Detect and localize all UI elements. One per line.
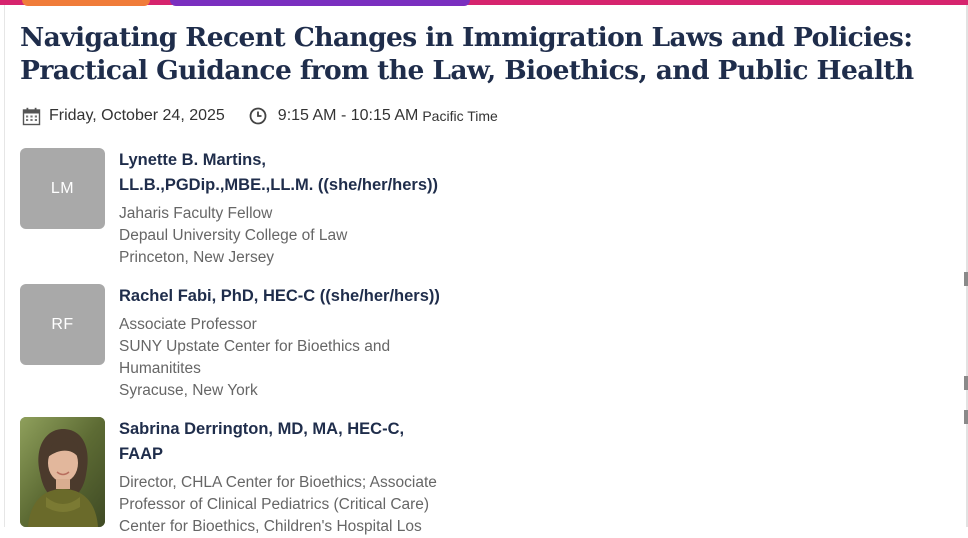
headshot-photo [20,417,105,527]
speaker-organization-cont: Humanitites [119,360,201,377]
avatar [20,148,105,229]
scrollbar-tick [964,272,968,286]
speaker-name[interactable] [119,417,499,467]
session-time: 9:15 AM - 10:15 AM [277,107,419,124]
top-accent-tab-orange [22,0,150,6]
left-border [4,5,5,527]
session-title-line-1: Navigating Recent Changes in Immigration Laws and Policies: [20,22,913,53]
speaker-role: Director, CHLA Center for Bioethics; Associate [119,474,437,491]
speaker-name[interactable] [119,148,499,198]
session-title [20,21,920,87]
scrollbar-tick [964,376,968,390]
speaker-location: Princeton, New Jersey [119,249,275,266]
speaker-details [119,203,479,269]
scrollbar-tick [964,410,968,424]
speaker-organization: SUNY Upstate Center for Bioethics and [119,338,391,355]
session-meta [22,104,498,128]
session-title-line-2: Practical Guidance from the Law, Bioethics, and Public Health [20,55,914,86]
speaker-organization: Depaul University College of Law [119,227,348,244]
avatar [20,284,105,365]
speaker-name[interactable] [119,284,499,309]
avatar-initials: LM [50,179,75,197]
session-timezone: Pacific Time [422,108,498,124]
speaker-role: Associate Professor [119,316,257,333]
speaker-name-line-2: FAAP [119,445,164,463]
session-date: Friday, October 24, 2025 [49,107,225,124]
speaker-name-line-1: Lynette B. Martins, [119,151,266,169]
speaker-location: Syracuse, New York [119,382,258,399]
speaker-organization: Center for Bioethics, Children's Hospital Los [119,518,422,535]
speaker-name-line-1: Sabrina Derrington, MD, MA, HEC-C, [119,420,405,438]
speaker-name-line-2: LL.B.,PGDip.,MBE.,LL.M. ((she/her/hers)) [119,176,439,194]
top-accent-tab-purple [170,0,470,6]
avatar-initials: RF [51,315,74,333]
clock-icon [249,107,267,125]
speaker-details [119,472,479,538]
calendar-icon [22,107,41,126]
speaker-role: Jaharis Faculty Fellow [119,205,273,222]
speaker-name-line-1: Rachel Fabi, PhD, HEC-C ((she/her/hers)) [119,287,440,305]
speaker-details [119,314,479,402]
speaker-role-cont: Professor of Clinical Pediatrics (Critical Care) [119,496,430,513]
